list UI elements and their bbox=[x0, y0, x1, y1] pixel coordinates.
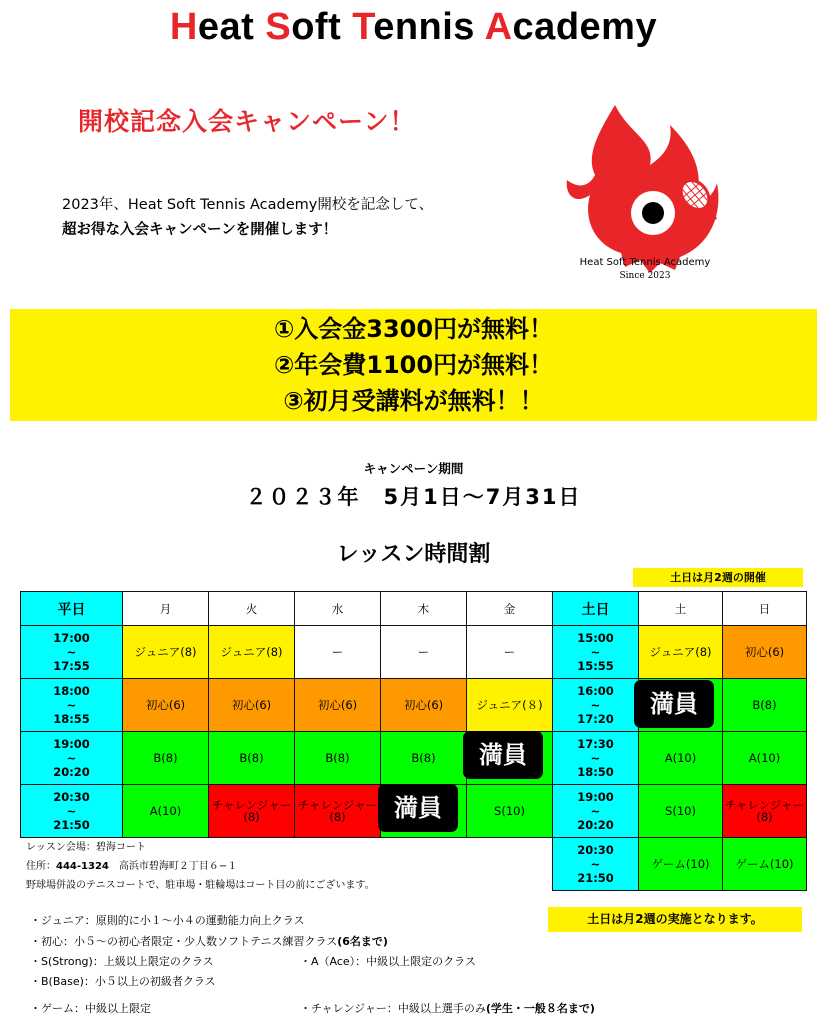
weekend-header: 土日 bbox=[553, 592, 639, 626]
time-text: 21:50 bbox=[577, 871, 614, 885]
time-text: 19:00 bbox=[577, 790, 614, 804]
full-badge-sat-1600: 満員 bbox=[634, 680, 714, 728]
time-slot bbox=[553, 626, 639, 679]
venue-info bbox=[26, 838, 375, 895]
title-part: S bbox=[265, 6, 292, 48]
class-cell: ジュニア(8) bbox=[123, 626, 209, 679]
time-text: ~ bbox=[590, 804, 601, 818]
time-text: ~ bbox=[590, 751, 601, 765]
legend-base: ・B(Base)：小５以上の初級者クラス bbox=[30, 975, 216, 988]
time-text: 15:55 bbox=[577, 659, 614, 673]
title-part: A bbox=[484, 6, 513, 48]
class-cell: A(10) bbox=[639, 732, 723, 785]
time-text: 17:00 bbox=[53, 631, 90, 645]
legend-challenger: ・チャレンジャー：中級以上選手のみ(学生・一般８名まで) bbox=[300, 1002, 595, 1015]
class-cell: ー bbox=[381, 626, 467, 679]
weekend-note-bottom: 土日は月2週の実施となります。 bbox=[548, 907, 802, 932]
class-cell: B(8) bbox=[723, 679, 807, 732]
time-text: ~ bbox=[66, 645, 77, 659]
time-slot bbox=[553, 838, 639, 891]
class-cell: ジュニア(８) bbox=[467, 679, 553, 732]
time-slot bbox=[553, 679, 639, 732]
legend-strong: ・S(Strong)：上級以上限定のクラス bbox=[30, 955, 214, 968]
time-slot bbox=[21, 679, 123, 732]
day-header: 火 bbox=[209, 592, 295, 626]
title-part: cademy bbox=[512, 6, 658, 48]
day-header: 木 bbox=[381, 592, 467, 626]
time-slot bbox=[553, 785, 639, 838]
class-cell: 初心(6) bbox=[295, 679, 381, 732]
venue-name: レッスン会場：碧海コート bbox=[26, 842, 146, 853]
full-badge-fri-1900: 満員 bbox=[463, 731, 543, 779]
class-cell: ー bbox=[295, 626, 381, 679]
day-header: 水 bbox=[295, 592, 381, 626]
venue-address: 住所：444-1324 高浜市碧海町２丁目６−１ bbox=[26, 861, 238, 872]
class-cell: B(8) bbox=[209, 732, 295, 785]
class-cell: チャレンジャー(8) bbox=[723, 785, 807, 838]
offer-3: ③初月受講料が無料！！ bbox=[283, 387, 544, 415]
class-cell: ゲーム(10) bbox=[723, 838, 807, 891]
day-header: 日 bbox=[723, 592, 807, 626]
class-cell: S(10) bbox=[639, 785, 723, 838]
day-header: 土 bbox=[639, 592, 723, 626]
time-text: 20:20 bbox=[53, 765, 90, 779]
time-slot bbox=[553, 732, 639, 785]
time-slot bbox=[21, 732, 123, 785]
class-cell: B(8) bbox=[295, 732, 381, 785]
offers-banner bbox=[10, 309, 817, 421]
timetable-row bbox=[21, 626, 807, 679]
class-cell: ゲーム(10) bbox=[639, 838, 723, 891]
legend-junior: ・ジュニア：原則的に小１〜小４の運動能力向上クラス bbox=[30, 914, 305, 927]
venue-parking: 野球場併設のテニスコートで、駐車場・駐輪場はコート目の前にございます。 bbox=[26, 880, 375, 891]
title-part: oft bbox=[291, 6, 353, 48]
time-text: 17:30 bbox=[577, 737, 614, 751]
time-slot bbox=[21, 626, 123, 679]
title-part: T bbox=[352, 6, 374, 48]
legend-ace: ・A（Ace）：中級以上限定のクラス bbox=[300, 955, 476, 968]
logo-since: Since 2023 bbox=[619, 271, 671, 281]
time-text: 21:50 bbox=[53, 818, 90, 832]
class-cell: B(8) bbox=[381, 732, 467, 785]
title-part: eat bbox=[197, 6, 266, 48]
class-cell: 初心(6) bbox=[381, 679, 467, 732]
day-header: 金 bbox=[467, 592, 553, 626]
timetable-title: レッスン時間割 bbox=[336, 542, 491, 567]
time-text: 18:55 bbox=[53, 712, 90, 726]
time-text: 20:30 bbox=[53, 790, 90, 804]
class-cell: 初心(6) bbox=[123, 679, 209, 732]
time-text: 20:30 bbox=[577, 843, 614, 857]
class-cell: チャレンジャー(8) bbox=[295, 785, 381, 838]
time-text: 17:20 bbox=[577, 712, 614, 726]
time-text: ~ bbox=[66, 804, 77, 818]
time-text: 18:00 bbox=[53, 684, 90, 698]
time-text: 16:00 bbox=[577, 684, 614, 698]
weekday-header: 平日 bbox=[21, 592, 123, 626]
time-text: ~ bbox=[66, 698, 77, 712]
legend-game: ・ゲーム：中級以上限定 bbox=[30, 1002, 151, 1015]
class-cell: 初心(6) bbox=[209, 679, 295, 732]
class-cell: チャレンジャー(8) bbox=[209, 785, 295, 838]
day-header: 月 bbox=[123, 592, 209, 626]
campaign-heading: 開校記念入会キャンペーン！ bbox=[78, 107, 416, 136]
offer-2: ②年会費1100円が無料！ bbox=[273, 351, 554, 379]
time-text: 18:50 bbox=[577, 765, 614, 779]
campaign-period-label: キャンペーン期間 bbox=[363, 461, 464, 476]
academy-title bbox=[0, 4, 827, 50]
class-cell: S(10) bbox=[467, 785, 553, 838]
legend-beginner: ・初心：小５〜の初心者限定・少人数ソフトテニス練習クラス(6名まで) bbox=[30, 935, 388, 948]
intro-line-1: 2023年、Heat Soft Tennis Academy開校を記念して、 bbox=[62, 197, 434, 213]
time-text: ~ bbox=[590, 698, 601, 712]
campaign-period-dates: ２０２３年 5月1日〜7月31日 bbox=[245, 485, 582, 509]
time-text: 15:00 bbox=[577, 631, 614, 645]
timetable-row bbox=[21, 732, 807, 785]
time-text: ~ bbox=[590, 857, 601, 871]
logo-name: Heat Soft Tennis Academy bbox=[579, 257, 711, 268]
time-text: 19:00 bbox=[53, 737, 90, 751]
class-cell: A(10) bbox=[123, 785, 209, 838]
intro-line-2: 超お得な入会キャンペーンを開催します！ bbox=[62, 222, 338, 238]
class-cell: ジュニア(8) bbox=[639, 626, 723, 679]
class-cell: ジュニア(8) bbox=[209, 626, 295, 679]
time-slot bbox=[21, 785, 123, 838]
time-text: ~ bbox=[590, 645, 601, 659]
title-part: ennis bbox=[373, 6, 485, 48]
time-text: 17:55 bbox=[53, 659, 90, 673]
class-cell: B(8) bbox=[123, 732, 209, 785]
time-text: ~ bbox=[66, 751, 77, 765]
class-cell: 初心(6) bbox=[723, 626, 807, 679]
time-text: 20:20 bbox=[577, 818, 614, 832]
title-part: H bbox=[169, 6, 198, 48]
class-cell: A(10) bbox=[723, 732, 807, 785]
weekend-note-top: 土日は月2週の開催 bbox=[633, 568, 803, 587]
offer-1: ①入会金3300円が無料！ bbox=[273, 315, 554, 343]
class-cell: ー bbox=[467, 626, 553, 679]
full-badge-thu-2030: 満員 bbox=[378, 784, 458, 832]
